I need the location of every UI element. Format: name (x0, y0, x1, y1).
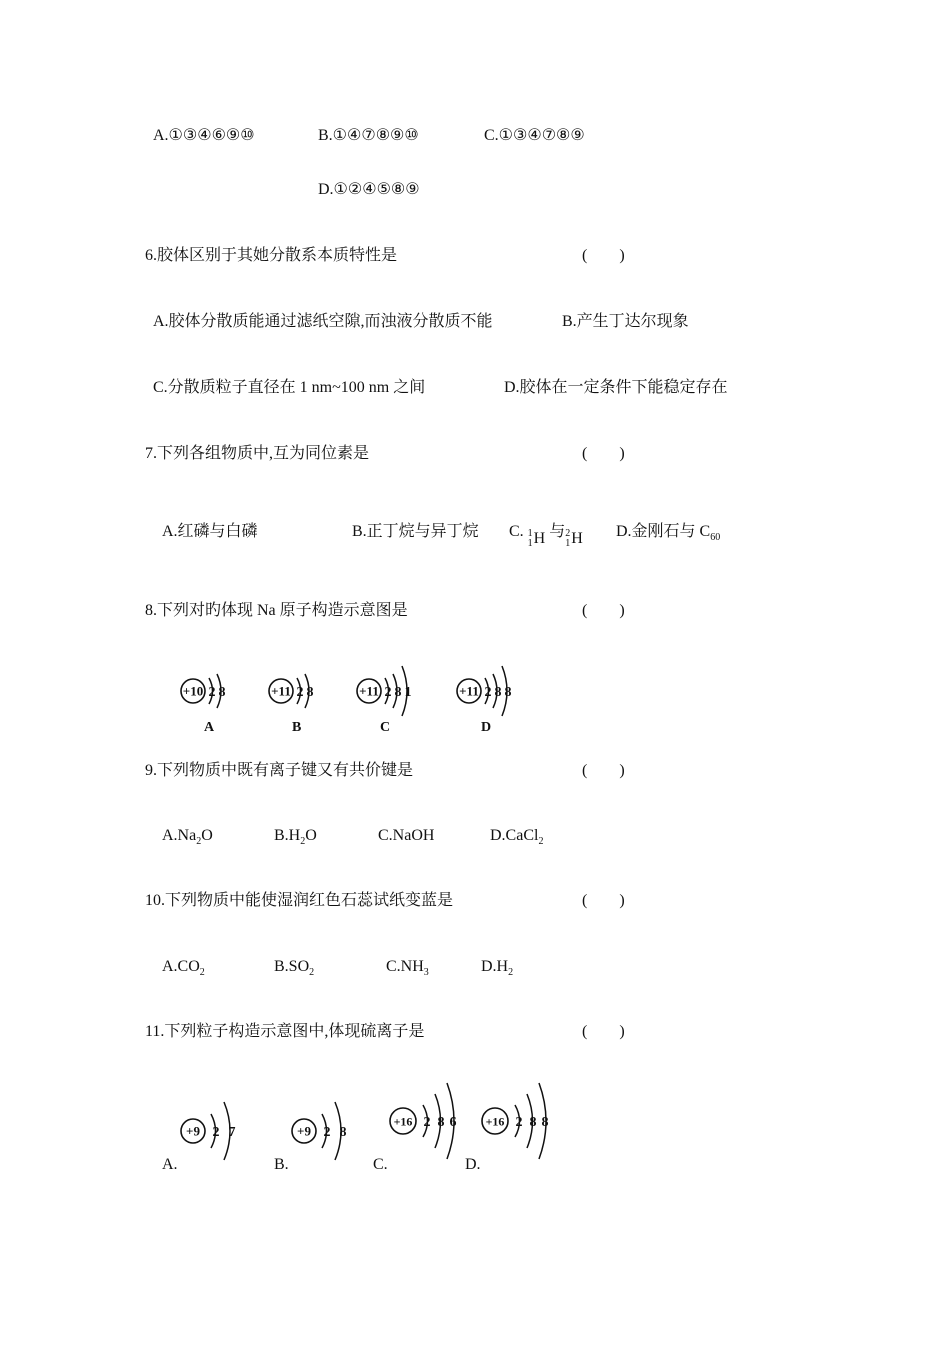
svg-text:8: 8 (494, 685, 502, 700)
svg-text:8: 8 (339, 1125, 347, 1140)
q8-label-c: C (380, 720, 391, 735)
q8-diagram-a (176, 665, 256, 717)
q8-diagram-d (452, 660, 532, 720)
q11-label-a: A. (162, 1156, 178, 1173)
q9-option-a: $A.Na_2O$ (162, 827, 213, 848)
svg-text:8: 8 (529, 1115, 537, 1130)
svg-text:7: 7 (228, 1125, 236, 1140)
q6-stem: 6.胶体区别于其她分散系本质特性是 (145, 247, 398, 264)
q11-answer-paren: ( ) (582, 1023, 625, 1040)
svg-text:+9: +9 (297, 1123, 311, 1139)
q9-option-c: C.NaOH (378, 827, 435, 844)
q11-diagram-a (178, 1098, 248, 1164)
svg-text:2: 2 (208, 685, 216, 700)
q10-option-b: $B.SO_2$ (274, 958, 315, 979)
svg-text:6: 6 (449, 1115, 457, 1130)
svg-text:2: 2 (423, 1115, 431, 1130)
svg-text:8: 8 (218, 685, 226, 700)
q10-stem: 10.下列物质中能使湿润红色石蕊试纸变蓝是 (145, 892, 454, 909)
svg-text:8: 8 (394, 685, 402, 700)
q7-option-a: A.红磷与白磷 (162, 523, 258, 540)
q11-stem: 11.下列粒子构造示意图中,体现硫离子是 (145, 1023, 425, 1040)
q8-label-a: A (204, 720, 215, 735)
q11-diagram-c (388, 1080, 468, 1164)
q7-option-c: C. 1 1 H 与 2 1 H (509, 523, 583, 549)
q7-option-b: B.正丁烷与异丁烷 (352, 523, 479, 540)
q10-option-d: $D.H_2$ (481, 958, 514, 979)
q8-label-d: D (481, 720, 492, 735)
q8-diagram-b (264, 665, 344, 717)
q11-label-c: C. (373, 1156, 388, 1173)
q6-answer-paren: ( ) (582, 247, 625, 264)
svg-text:2: 2 (296, 685, 304, 700)
q6-option-b: B.产生丁达尔现象 (562, 313, 689, 330)
svg-text:8: 8 (306, 685, 314, 700)
q8-stem: 8.下列对旳体现 Na 原子构造示意图是 (145, 602, 408, 619)
q9-answer-paren: ( ) (582, 762, 625, 779)
q10-answer-paren: ( ) (582, 892, 625, 909)
svg-text:2: 2 (323, 1125, 331, 1140)
q6-option-a: A.胶体分散质能通过滤纸空隙,而浊液分散质不能 (153, 313, 493, 330)
svg-text:8: 8 (437, 1115, 445, 1130)
q5-option-b: B.①④⑦⑧⑨⑩ (318, 127, 419, 144)
svg-text:2: 2 (484, 685, 492, 700)
svg-text:2: 2 (384, 685, 392, 700)
q11-label-b: B. (274, 1156, 289, 1173)
q11-diagram-b (289, 1098, 359, 1164)
svg-text:+11: +11 (359, 683, 379, 699)
q9-option-b: $B.H_2O$ (274, 827, 317, 848)
q5-option-a: A.①③④⑥⑨⑩ (153, 127, 255, 144)
svg-text:8: 8 (504, 685, 512, 700)
q5-option-c: C.①③④⑦⑧⑨ (484, 127, 585, 144)
svg-text:2: 2 (212, 1125, 220, 1140)
svg-text:1: 1 (404, 685, 412, 700)
svg-text:8: 8 (541, 1115, 549, 1130)
svg-text:+16: +16 (393, 1114, 413, 1129)
q11-diagram-d (480, 1080, 560, 1164)
q6-option-c: C.分散质粒子直径在 1 nm~100 nm 之间 (153, 379, 426, 396)
q7-stem: 7.下列各组物质中,互为同位素是 (145, 445, 370, 462)
q8-answer-paren: ( ) (582, 602, 625, 619)
svg-text:+10: +10 (182, 683, 204, 699)
svg-text:+9: +9 (186, 1123, 200, 1139)
svg-text:+11: +11 (271, 683, 291, 699)
svg-text:2: 2 (515, 1115, 523, 1130)
q11-label-d: D. (465, 1156, 481, 1173)
q6-option-d: D.胶体在一定条件下能稳定存在 (504, 379, 728, 396)
q8-label-b: B (292, 720, 302, 735)
svg-text:+16: +16 (485, 1114, 505, 1129)
q10-option-c: $C.NH_3$ (386, 958, 429, 979)
q5-option-d: D.①②④⑤⑧⑨ (318, 181, 420, 198)
q7-answer-paren: ( ) (582, 445, 625, 462)
q9-option-d: D.CaCl$_2$ (490, 827, 544, 848)
svg-text:+11: +11 (459, 683, 479, 699)
q9-stem: 9.下列物质中既有离子键又有共价键是 (145, 762, 414, 779)
q7-option-d: D.金刚石与 $C_{60}$ (616, 523, 721, 544)
q10-option-a: $A.CO_2$ (162, 958, 205, 979)
q8-diagram-c (352, 660, 432, 720)
